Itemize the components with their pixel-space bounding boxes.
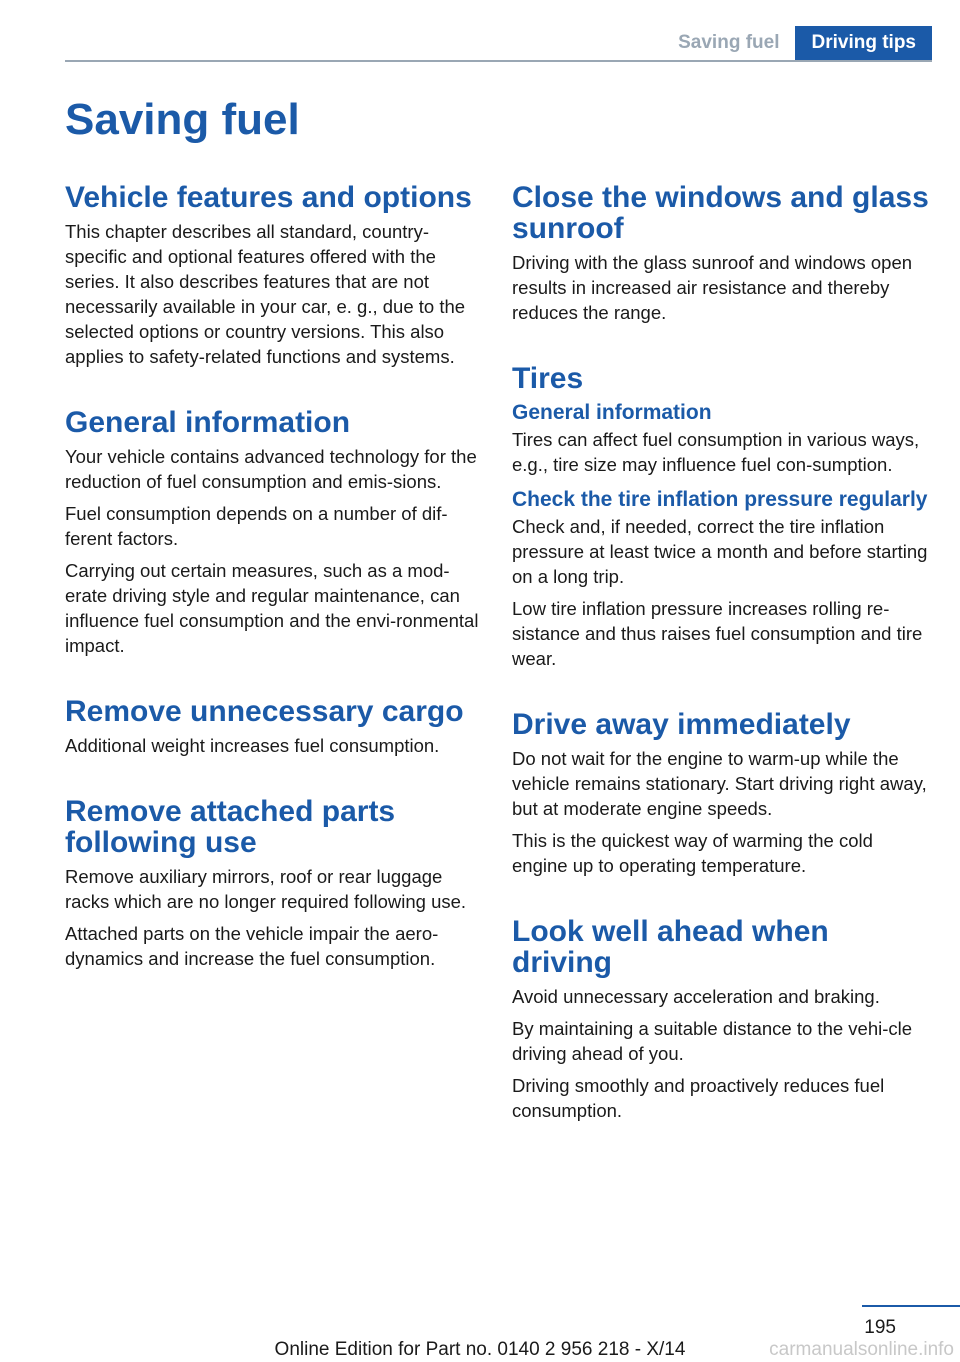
section-heading: Remove attached parts following use — [65, 795, 396, 859]
tab-saving-fuel: Saving fuel — [678, 32, 780, 53]
paragraph: This is the quickest way of warming the cold engine up to operating temperature. — [512, 830, 873, 876]
footer-divider — [862, 1305, 960, 1307]
paragraph: Low tire inflation pressure increases rolling re-sistance and thus raises fuel consumption and tire wear. — [512, 598, 923, 669]
section-heading: Vehicle features and options — [65, 181, 472, 214]
section-look-ahead — [512, 916, 930, 1123]
section-heading: Close the windows and glass sunroof — [512, 181, 929, 245]
header-divider — [65, 60, 932, 62]
paragraph: Check and, if needed, correct the tire inflation pressure at least twice a month and before starting on a long trip. — [512, 516, 928, 587]
paragraph: Driving smoothly and proactively reduces fuel consumption. — [512, 1075, 885, 1121]
paragraph: Carrying out certain measures, such as a mod-erate driving style and regular maintenance, can influence fuel consumption and the envi-ronmental impact. — [65, 560, 479, 656]
paragraph: Avoid unnecessary acceleration and braking. — [512, 986, 880, 1007]
right-column — [512, 182, 930, 1161]
section-heading: Tires — [512, 362, 584, 395]
section-close-windows — [512, 182, 930, 325]
paragraph: Driving with the glass sunroof and windows open results in increased air resistance and thereby reduces the range. — [512, 252, 913, 323]
section-tires — [512, 363, 930, 671]
paragraph: Attached parts on the vehicle impair the aero-dynamics and increase the fuel consumption. — [65, 923, 439, 969]
subsection-heading: Check the tire inflation pressure regularly — [512, 488, 928, 511]
section-remove-attached-parts — [65, 796, 480, 971]
paragraph: Tires can affect fuel consumption in various ways, e.g., tire size may influence fuel con-sumption. — [512, 429, 920, 475]
paragraph: Remove auxiliary mirrors, roof or rear luggage racks which are no longer required following use. — [65, 866, 467, 912]
left-column — [65, 182, 480, 1009]
section-heading: Drive away immediately — [512, 708, 851, 741]
section-drive-away — [512, 709, 930, 878]
section-vehicle-features — [65, 182, 480, 369]
watermark: carmanualsonline.info — [769, 1339, 954, 1360]
edition-footer: Online Edition for Part no. 0140 2 956 218 - X/14 — [274, 1339, 686, 1360]
paragraph: Additional weight increases fuel consumption. — [65, 735, 440, 756]
section-heading: Look well ahead when driving — [512, 915, 829, 979]
paragraph: Your vehicle contains advanced technology for the reduction of fuel consumption and emis-sions. — [65, 446, 477, 492]
subsection-heading: General information — [512, 401, 712, 424]
tab-driving-tips: Driving tips — [795, 26, 932, 60]
page-number: 195 — [864, 1317, 896, 1338]
paragraph: By maintaining a suitable distance to the vehi-cle driving ahead of you. — [512, 1018, 913, 1064]
page-title: Saving fuel — [65, 95, 300, 144]
paragraph: Do not wait for the engine to warm-up while the vehicle remains stationary. Start driving right away, but at moderate engine speeds. — [512, 748, 927, 819]
section-heading: General information — [65, 406, 351, 439]
section-remove-cargo — [65, 696, 480, 758]
section-heading: Remove unnecessary cargo — [65, 695, 464, 728]
paragraph: This chapter describes all standard, country-specific and optional features offered with the series. It also describes features that are not necessarily available in your car, e. g., due to the selected options or country versions. This also applies to safety-related functions and systems. — [65, 221, 466, 367]
section-general-information — [65, 407, 480, 658]
paragraph: Fuel consumption depends on a number of dif-ferent factors. — [65, 503, 448, 549]
header-tabs — [662, 26, 932, 60]
